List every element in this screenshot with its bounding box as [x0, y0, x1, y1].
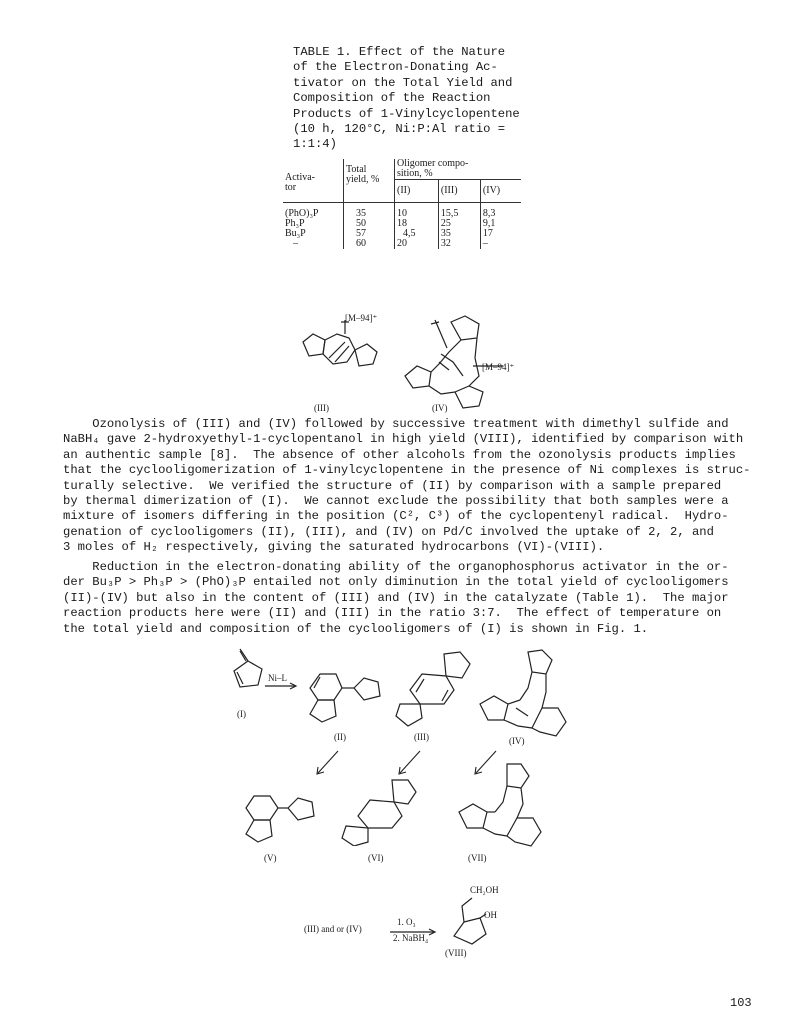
header-oligomer-composition: Oligomer compo- sition, % [395, 159, 522, 180]
paragraph-1: Ozonolysis of (III) and (IV) followed by successive treatment with dimethyl sulfide and NaBH₄ gave 2-hydroxyethyl-1-cyclopentanol in high yield (VIII), identified by comparison with an authentic sample [8]. The absence of other alcohols from the ozonolysis products implies that the cyclooligomerization of 1-vinylcyclopentene in the presence of Ni complexes is struc- turally selective. We verified the structure of (II) by comparison with a sample prepared by thermal dimerization of (I). We cannot exclude the possibility that both samples were a mixture of isomers differing in the position (C², C³) of the cyclopentenyl radical. Hydro- genation of cyclooligomers (II), (III), and (IV) on Pd/C involved the uptake of 2, 2, and 3 moles of H₂ respectively, giving the saturated hydrocarbons (VI)-(VIII). [63, 417, 751, 555]
label-iii-scheme2: (III) [414, 732, 429, 742]
label-vii: (VII) [468, 853, 487, 863]
structure-ii [298, 664, 388, 724]
table-row [283, 239, 521, 249]
fragment-label-1: [M–94]⁺ [345, 313, 378, 323]
table-cell: 9,1 [480, 219, 521, 229]
header-activator: Activa- tor [283, 159, 344, 203]
table-header-row [283, 159, 521, 180]
label-iv: (IV) [432, 403, 448, 413]
table-caption: TABLE 1. Effect of the Nature of the Electron-Donating Ac- tivator on the Total Yield and Composition of the Reaction Products of 1-Vinylcyclopentene (10 h, 120°C, Ni:P:Al ratio = 1:1:4) [293, 45, 520, 152]
label-oh: OH [484, 910, 497, 920]
table-cell: 25 [438, 219, 480, 229]
table-cell: – [293, 238, 298, 249]
table-cell: 50 [344, 219, 395, 229]
table-cell: 35 [438, 229, 480, 239]
table-cell: Ph₃P [285, 218, 305, 229]
subheader-iii: (III) [438, 180, 480, 203]
fragment-label-2: [M–94]⁺ [482, 362, 515, 372]
ozonolysis-arrow [388, 928, 438, 936]
structure-viii [440, 896, 490, 952]
subheader-ii: (II) [395, 180, 439, 203]
table-cell: 60 [344, 239, 395, 249]
structure-iii [392, 650, 482, 728]
table-1 [283, 159, 521, 249]
label-ii: (II) [334, 732, 346, 742]
table-cell: (PhO)₃P [285, 208, 319, 219]
reaction-arrow [263, 682, 299, 690]
structure-iii-fragmentation [283, 312, 403, 382]
label-step1: 1. O₃ [397, 917, 416, 927]
header-total-yield: Total yield, % [344, 159, 395, 203]
table-cell: 4,5 [395, 229, 439, 239]
label-i: (I) [237, 709, 246, 719]
label-ch2oh: CH₂OH [470, 885, 499, 895]
label-iv-scheme2: (IV) [509, 736, 525, 746]
table-cell: 10 [395, 203, 439, 220]
table-cell: 15,5 [438, 203, 480, 220]
table-cell: – [480, 239, 521, 249]
table-cell: 35 [344, 203, 395, 220]
table-cell: Bu₃P [285, 228, 306, 239]
table-cell: 8,3 [480, 203, 521, 220]
table-cell: 57 [344, 229, 395, 239]
structure-i [228, 647, 268, 697]
table-cell: 20 [395, 239, 439, 249]
table-cell: 17 [480, 229, 521, 239]
structure-v [234, 792, 324, 844]
structure-vi [338, 778, 430, 846]
label-reactants: (III) and or (IV) [304, 924, 362, 934]
label-step2: 2. NaBH₄ [393, 933, 429, 943]
table-row [283, 203, 521, 220]
table-cell: 32 [438, 239, 480, 249]
page-number: 103 [730, 996, 752, 1010]
label-iii: (III) [314, 403, 329, 413]
subheader-iv: (IV) [480, 180, 521, 203]
label-vi: (VI) [368, 853, 384, 863]
structure-iv [476, 648, 570, 744]
table-cell: 18 [395, 219, 439, 229]
reagent-ni-l: Ni–L [268, 673, 287, 683]
label-v: (V) [264, 853, 277, 863]
label-viii: (VIII) [445, 948, 467, 958]
paragraph-2: Reduction in the electron-donating ability of the organophosphorus activator in the or- der Bu₃P > Ph₃P > (PhO)₃P entailed not only diminution in the total yield of cyclooligomers (II)-(IV) but also in the content of (III) and (IV) in the catalyzate (Table 1). The major reaction products here were (II) and (III) in the ratio 3:7. The effect of temperature on the total yield and composition of the cyclooligomers of (I) is shown in Fig. 1. [63, 560, 729, 636]
structure-vii [455, 762, 543, 852]
